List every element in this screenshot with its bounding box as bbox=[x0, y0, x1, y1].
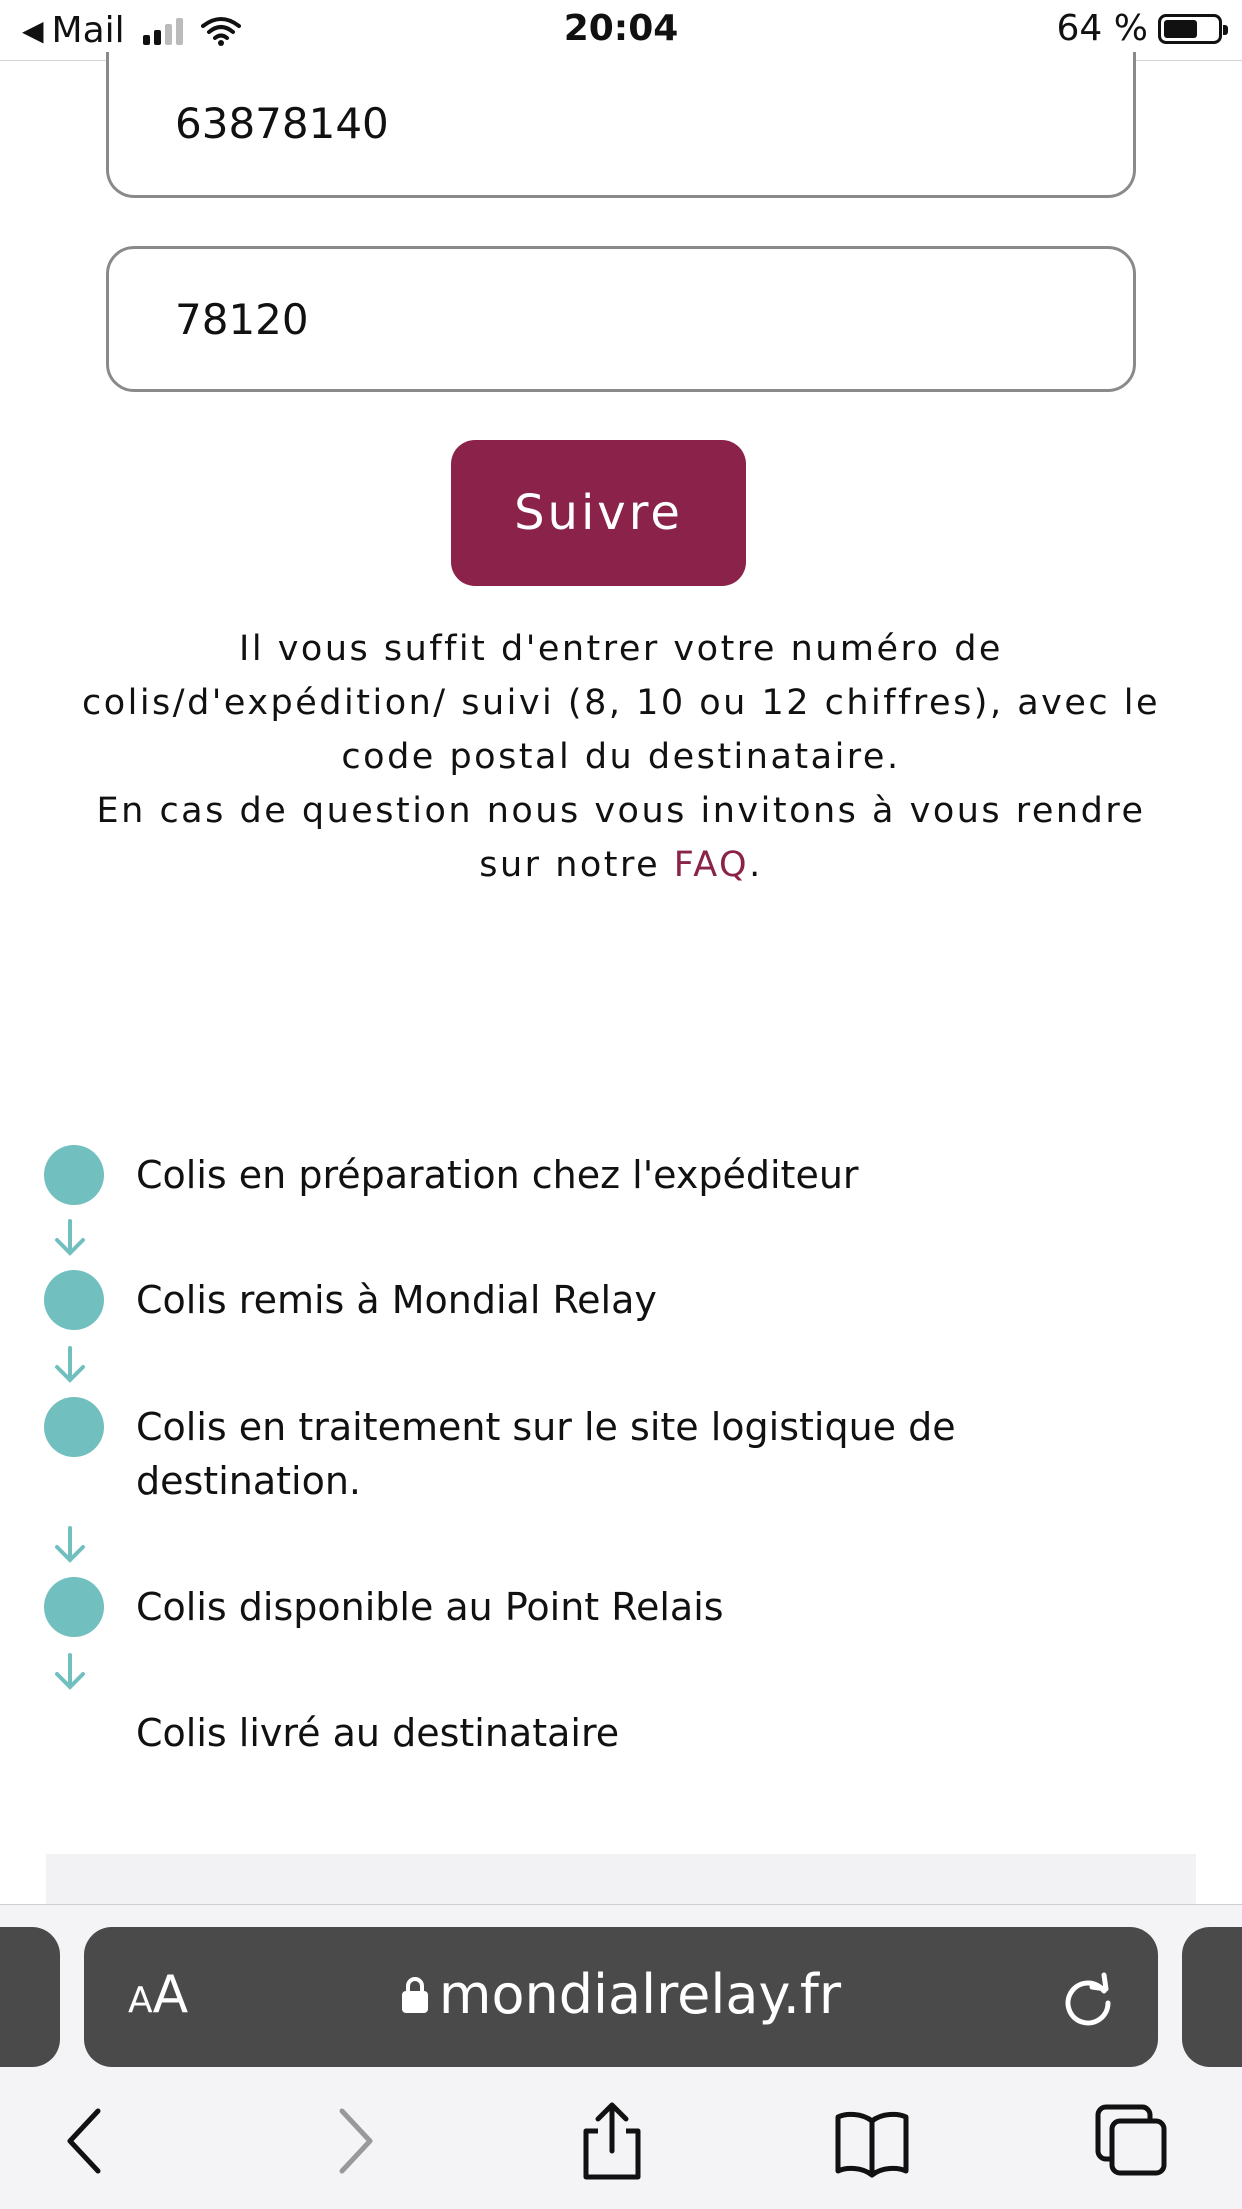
step-done-icon bbox=[44, 1577, 104, 1637]
battery-status bbox=[1057, 8, 1222, 49]
text-size-button[interactable]: AA bbox=[128, 1965, 189, 2025]
arrow-down-icon bbox=[52, 1652, 88, 1692]
track-button[interactable]: Suivre bbox=[451, 440, 746, 586]
reload-icon[interactable] bbox=[1058, 1969, 1118, 2029]
postal-code-input[interactable] bbox=[109, 249, 1133, 389]
share-icon[interactable] bbox=[572, 2101, 652, 2181]
help-text bbox=[60, 622, 1182, 892]
address-domain[interactable] bbox=[84, 1963, 1158, 2026]
help-line-2-text: En cas de question nous vous invitons à vous rendre sur notre bbox=[96, 791, 1146, 885]
step-done-icon bbox=[44, 1145, 104, 1205]
help-line-1: Il vous suffit d'entrer votre numéro de colis/d'expédition/ suivi (8, 10 ou 12 chiffres), avec le code postal du destinataire. bbox=[81, 629, 1161, 777]
next-tab-preview[interactable] bbox=[1182, 1927, 1242, 2067]
step-label: Colis en préparation chez l'expéditeur bbox=[136, 1153, 859, 1197]
step-done-icon bbox=[44, 1270, 104, 1330]
browser-toolbar bbox=[0, 1904, 1242, 2209]
step-label: Colis remis à Mondial Relay bbox=[136, 1278, 657, 1322]
domain-text: mondialrelay.fr bbox=[438, 1963, 842, 2026]
timeline-step bbox=[44, 1270, 657, 1330]
back-app-label: Mail bbox=[51, 10, 125, 51]
tabs-icon[interactable] bbox=[1092, 2101, 1172, 2181]
forward-icon[interactable] bbox=[314, 2101, 394, 2181]
lock-icon bbox=[401, 1976, 429, 2014]
step-done-icon bbox=[44, 1397, 104, 1457]
arrow-down-icon bbox=[52, 1345, 88, 1385]
step-label: Colis livré au destinataire bbox=[136, 1711, 620, 1755]
arrow-down-icon bbox=[52, 1218, 88, 1258]
timeline-step bbox=[44, 1703, 619, 1763]
postal-code-field[interactable] bbox=[106, 246, 1136, 392]
previous-tab-preview[interactable] bbox=[0, 1927, 60, 2067]
step-label: Colis disponible au Point Relais bbox=[136, 1585, 724, 1629]
battery-percent: 64 % bbox=[1056, 8, 1148, 49]
faq-link[interactable]: FAQ bbox=[673, 845, 750, 885]
help-line-2-end: . bbox=[749, 845, 763, 885]
content-footer-panel bbox=[46, 1854, 1196, 1904]
address-bar[interactable] bbox=[84, 1927, 1158, 2067]
step-label: Colis en traitement sur le site logistique de destination. bbox=[136, 1405, 956, 1503]
bookmarks-icon[interactable] bbox=[832, 2101, 912, 2181]
help-line-2 bbox=[60, 784, 1182, 892]
clock: 20:04 bbox=[563, 8, 679, 49]
tracking-number-input[interactable] bbox=[109, 52, 1133, 195]
back-triangle-icon: ◀ bbox=[22, 14, 44, 47]
back-icon[interactable] bbox=[46, 2101, 126, 2181]
battery-icon bbox=[1158, 14, 1222, 44]
timeline-step bbox=[44, 1397, 1044, 1508]
timeline-step bbox=[44, 1577, 724, 1637]
step-pending-icon bbox=[44, 1703, 104, 1763]
tracking-number-field[interactable] bbox=[106, 52, 1136, 198]
arrow-down-icon bbox=[52, 1525, 88, 1565]
timeline-step bbox=[44, 1145, 859, 1205]
